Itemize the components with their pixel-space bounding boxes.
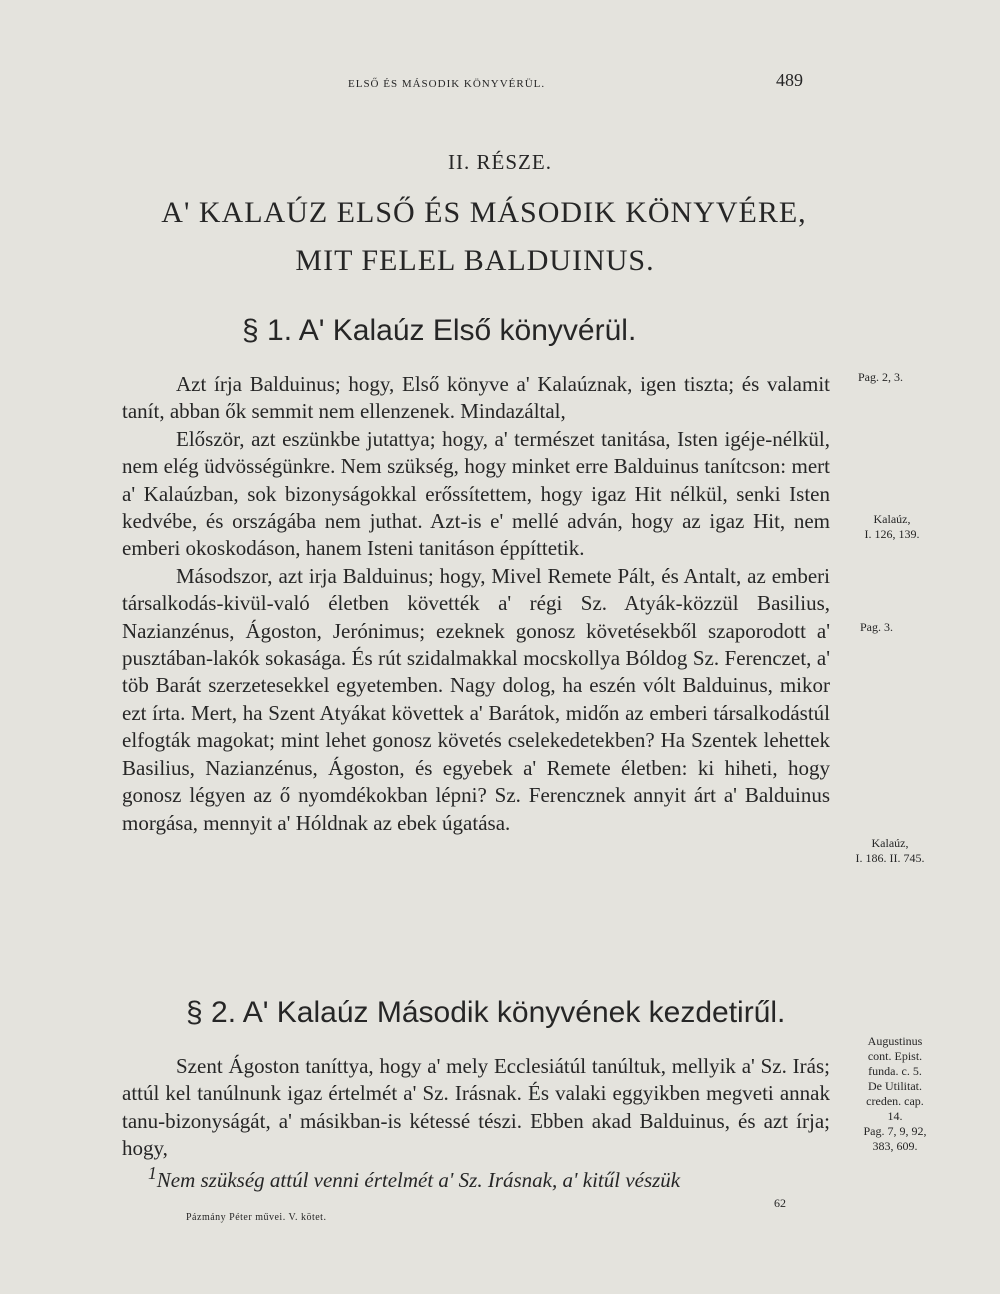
margin-note-1: Pag. 2, 3. — [858, 370, 903, 384]
margin-note-3: Pag. 3. — [860, 620, 893, 634]
footnote-text: Nem szükség attúl venni értelmét a' Sz. Irásnak, a' kitűl vészük — [156, 1168, 681, 1192]
chapter-title-line-2: MIT FELEL BALDUINUS. — [295, 244, 655, 277]
margin-note-2: Kalaúz, I. 126, 139. — [864, 512, 920, 541]
signature-mark: 62 — [774, 1196, 786, 1210]
paragraph-2: Először, azt eszünkbe jutattya; hogy, a' természet tanitása, Isten igéje-nélkül, nem elég üdvösségünkre. Nem szükség, hogy minket erre Balduinus tanítcson: mert a' Kalaúzban, sok bizonyságokkal erőssítettem, hogy igaz Hit nélkül, senki Isten kedvébe, és országába nem juthat. Azt-is e' mellé adván, hogy az igaz Hit, nem emberi okoskodáson, hanem Isteni tanitáson éppíttetik. — [122, 426, 830, 561]
margin-note-4: Kalaúz, I. 186. II. 745. — [855, 836, 925, 865]
margin-note-5: Augustinus cont. Epist. funda. c. 5. De Utilitat. creden. cap. 14. Pag. 7, 9, 92, 383, 609. — [863, 1034, 927, 1153]
running-title: ELSŐ ÉS MÁSODIK KÖNYVÉRÜL. — [348, 78, 546, 90]
section-2-heading: § 2. A' Kalaúz Második könyvének kezdetirűl. — [186, 996, 786, 1029]
section-1-heading: § 1. A' Kalaúz Első könyvérül. — [242, 314, 637, 347]
section-1-body — [122, 371, 830, 837]
footnote-line — [148, 1163, 680, 1193]
section-2-body — [122, 1053, 830, 1163]
footnote-marker: 1 — [148, 1163, 157, 1183]
chapter-title-line-1: A' KALAÚZ ELSŐ ÉS MÁSODIK KÖNYVÉRE, — [161, 196, 807, 229]
paragraph-4: Szent Ágoston taníttya, hogy a' mely Ecclesiátúl tanúltuk, mellyik a' Sz. Irás; attúl kel tanúlnunk igaz értelmét a' Sz. Irásnak. És valaki eggyikben megveti annak tanu-bizonyságát, a' másikban-is kétessé tészi. Ebben akad Balduinus, és azt írja; hogy, — [122, 1054, 830, 1161]
paragraph-1: Azt írja Balduinus; hogy, Első könyve a' Kalaúznak, igen tiszta; és valamit tanít, abban ők semmit nem ellenzenek. Mindazáltal, — [122, 372, 830, 424]
part-heading: II. RÉSZE. — [448, 150, 552, 174]
paragraph-3: Másodszor, azt irja Balduinus; hogy, Mivel Remete Pált, és Antalt, az emberi társalkodás-kivül-való életben követték a' régi Sz. Atyák-közzül Basilius, Nazianzénus, Ágoston, Jerónimus; ezeknek gonosz követésekből szaporodott a' pusztában-lakók sokasága. És rút szidalmakkal mocskollya Bóldog Sz. Ferenczet, a' töb Barát szerzetesekkel egyetemben. Nagy dolog, ha eszén vólt Balduinus, mikor ezt írta. Mert, ha Szent Atyákat követtek a' Barátok, midőn az emberi társalkodástúl elfogták magokat; mint lehet gonosz követés cselekedetekben? Ha Szentek lehettek Basilius, Nazianzénus, Ágoston, és egyebek a' Remete életben: ki hiheti, hogy gonosz légyen az ő nyomdékokban lépni? Sz. Ferencznek annyit árt a' Balduinus morgása, mennyit a' Hóldnak az ebek úgatása. — [122, 563, 830, 835]
page-number: 489 — [776, 70, 803, 90]
imprint-line: Pázmány Péter művei. V. kötet. — [186, 1212, 327, 1223]
